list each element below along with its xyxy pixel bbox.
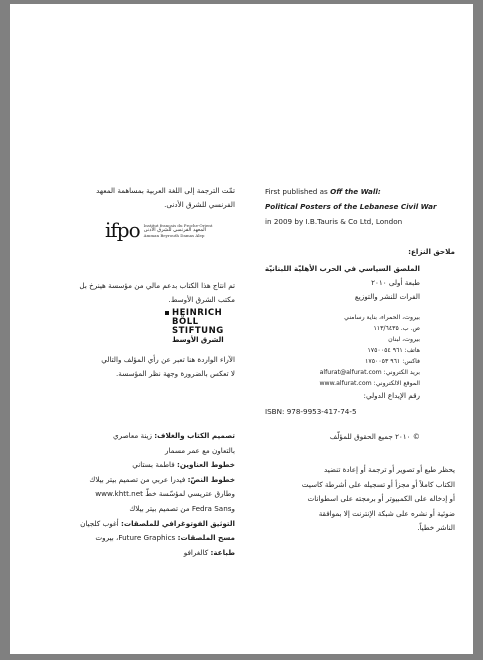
disclaimer: [65, 353, 235, 381]
credit-line: وطارق عتريسي لمؤسّسة خطّ www.khtt.net: [95, 489, 235, 499]
credit-line: وFedra Sans من تصميم بيتر بيلاك: [129, 503, 235, 513]
arabic-title: الملصق السياسي في الحرب الأهليّة اللبنانيّة: [264, 264, 420, 273]
boell-logo-line-2: BÖLL: [172, 317, 199, 327]
ifpo-logo-mark: ifpo: [105, 218, 140, 242]
address-line: بريد الكتروني: alfurat@alfurat.com: [319, 369, 420, 376]
credit-line: خطوط العناوين: فاطمة بستاني: [132, 460, 235, 470]
isbn-label: رقم الإيداع الدولي:: [363, 391, 420, 400]
credit-line: خطوط النصّ: فيدرا عربي من تصميم بيتر بيلاك: [89, 474, 235, 484]
translation-note-line-2: الفرنسي للشرق الأدنى.: [164, 200, 235, 209]
address-line: بيروت، لبنان: [388, 336, 420, 343]
credit-line: بالتعاون مع عمر مسمار: [165, 445, 235, 455]
isbn-number-block: [265, 405, 455, 419]
support-note: [65, 279, 235, 307]
address-line: بيروت، الحمراء، بناية رسامني: [344, 314, 420, 321]
boell-logo-line-1: HEINRICH: [172, 308, 223, 318]
address-line: هاتف: ٩٦١ ١٧٥٠٠٥٤: [367, 347, 420, 354]
boell-logo-mark-icon: [165, 311, 169, 315]
rights-line: أو إدخاله على الكمبيوتر أو برمجته على اسطوانات: [307, 494, 455, 504]
rights-line: ضوئية أو نشره على شبكة الإنترنت إلا بموافقة: [318, 508, 455, 518]
rights-notice: [265, 463, 455, 536]
boell-logo-line-4: الشرق الأوسط: [172, 336, 224, 344]
credit-line: مسح الملصقات: Future Graphics، بيروت: [95, 533, 235, 543]
boell-logo-line-3: STIFTUNG: [172, 326, 224, 336]
isbn-number: ISBN: 978-9953-417-74-5: [265, 407, 357, 416]
publisher-line: in 2009 by I.B.Tauris & Co Ltd, London: [265, 217, 403, 226]
original-subtitle: Political Posters of the Lebanese Civil War: [265, 202, 437, 211]
ifpo-logo-line-2: المعهد الفرنسي للشرق الأدنى: [143, 226, 207, 233]
arabic-title-label: ملاحق النزاع:: [408, 247, 455, 256]
first-published-prefix: First published as: [265, 187, 331, 196]
credit-line: تصميم الكتاب والغلاف: زينة معاصري: [112, 431, 235, 440]
book-page: [10, 4, 473, 654]
edition: طبعة أولى ٢٠١٠: [371, 278, 420, 287]
copyright-line: © ٢٠١٠ جميع الحقوق للمؤلّف: [329, 432, 420, 441]
arabic-title-block: [265, 245, 455, 259]
ifpo-logo-line-3: Amman Beyrouth Damas Alep: [143, 232, 205, 238]
address-line: الموقع الالكتروني: www.alfurat.com: [319, 380, 420, 387]
isbn-block: [265, 389, 420, 403]
translation-note: [65, 184, 235, 212]
rights-line: الكتاب كاملاً أو مجزأ أو تسجيله على أشرطة كاسيت: [301, 479, 455, 489]
address-line: ص. ب. ١١٣/٦٤٣٥: [373, 325, 420, 332]
disclaimer-line-1: الآراء الواردة هنا تعبر عن رأي المؤلف والتالي: [101, 355, 235, 364]
credits: [65, 429, 235, 560]
address-line: فاكس: ٩٦١ ١٧٥٠٠٥٣: [365, 358, 420, 365]
publisher-name: الفرات للنشر والتوزيع: [354, 292, 420, 301]
disclaimer-line-2: لا تعكس بالضرورة وجهة نظر المؤسسة.: [116, 369, 235, 378]
publisher-address: [265, 312, 420, 389]
rights-line: يحظر طبع أو تصوير أو ترجمة أو إعادة تنضيد: [323, 465, 455, 474]
support-note-line-1: تم انتاج هذا الكتاب بدعم مالي من مؤسسة هينرخ بل: [79, 281, 235, 290]
ifpo-logo-line-1: Institut français du Proche-Orient: [143, 222, 213, 228]
support-note-line-2: مكتب الشرق الأوسط.: [168, 295, 235, 304]
credit-line: التوثيق الفوتوغرافي للملصقات: أغوب كلجيان: [80, 518, 235, 528]
credit-line: طباعة: كالغرافو: [183, 547, 235, 557]
original-title: Off the Wall:: [330, 187, 381, 196]
arabic-title-details: [265, 262, 420, 304]
translation-note-line-1: تمّت الترجمة إلى اللغة العربية بمساهمة المعهد: [96, 186, 235, 195]
boell-foundation-logo: [165, 309, 224, 345]
rights-line: الناشر خطياً.: [417, 523, 455, 533]
ifpo-logo: [105, 220, 212, 240]
publication-history: [265, 184, 455, 229]
copyright: [265, 430, 420, 444]
